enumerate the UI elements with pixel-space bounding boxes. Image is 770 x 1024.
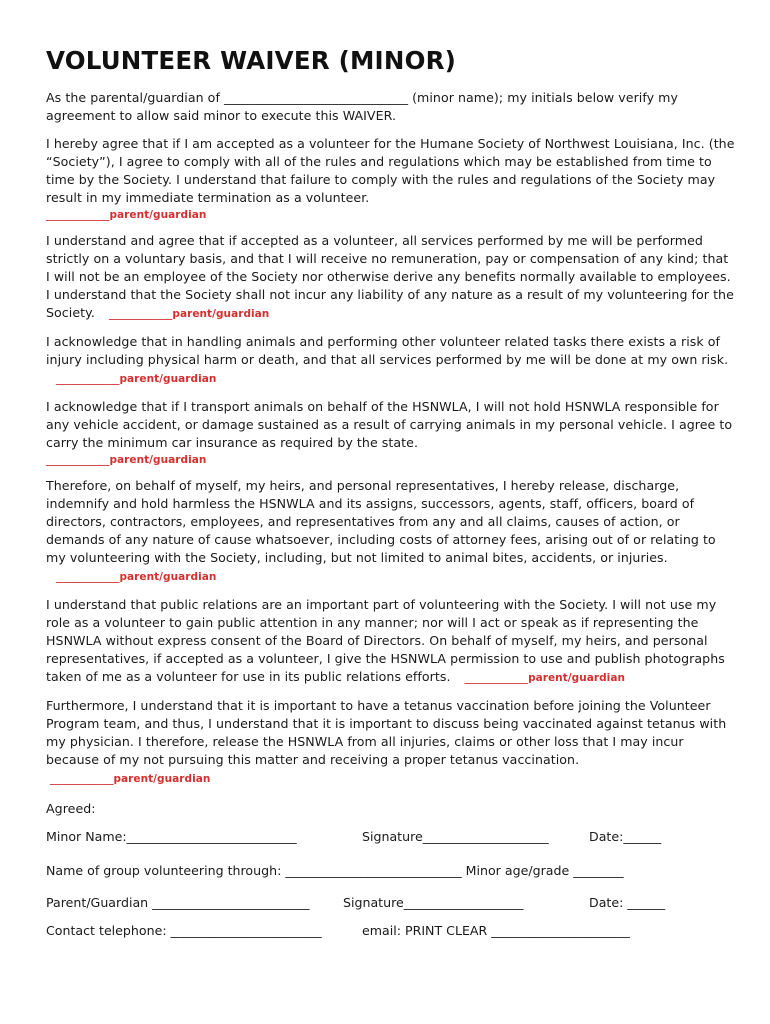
- initial-blank: __________: [46, 451, 110, 466]
- paragraph-tetanus-text: Furthermore, I understand that it is important to have a tetanus vaccination before joining the Volunteer Program team, and thus, I understand that it is important to discuss being vaccinated against tetanus with my physician. I therefore, release the HSNWLA from all injuries, claims or other loss that I may incur because of my not pursuing this matter and receiving a proper tetanus vaccination.: [46, 698, 727, 767]
- paragraph-tetanus: [46, 697, 736, 788]
- document-title: VOLUNTEER WAIVER (MINOR): [46, 46, 457, 75]
- group-and-age-field[interactable]: Name of group volunteering through: ____________________________ Minor age/grade ________: [46, 863, 624, 878]
- email-field[interactable]: email: PRINT CLEAR ______________________: [362, 923, 630, 938]
- paragraph-transport: [46, 398, 736, 467]
- paragraph-risk: [46, 333, 736, 388]
- paragraph-voluntary-text: I understand and agree that if accepted as a volunteer, all services performed by me will be performed strictly on a voluntary basis, and that I will receive no remuneration, pay or compensation of any kind; that I will not be an employee of the Society nor otherwise derive any benefits normally available to employees. I understand that the Society shall not incur any liability of any nature as a result of my volunteering for the Society.: [46, 233, 734, 320]
- paragraph-public-relations-text: I understand that public relations are an important part of volunteering with the Society. I will not use my role as a volunteer to gain public attention in any manner; nor will I act or speak as if representing the HSNWLA without express consent of the Board of Directors. On behalf of myself, my heirs, and personal representatives, if accepted as a volunteer, I give the HSNWLA permission to use and publish photographs taken of me as a volunteer for use in its public relations efforts.: [46, 597, 725, 684]
- paragraph-public-relations: [46, 596, 736, 687]
- paragraph-rules-text: I hereby agree that if I am accepted as a volunteer for the Humane Society of Northwest Louisiana, Inc. (the “Society”), I agree to comply with all of the rules and regulations which may be established from time to time by the Society. I understand that failure to comply with the rules and regulations of the Society may result in my immediate termination as a volunteer.: [46, 136, 735, 205]
- initial-blank: __________: [50, 770, 114, 785]
- initial-mark-4[interactable]: [46, 452, 736, 467]
- paragraph-risk-text: I acknowledge that in handling animals and performing other volunteer related tasks there exists a risk of injury including physical harm or death, and that all services performed by me will be done at my own risk.: [46, 334, 729, 367]
- signature-field[interactable]: Signature____________________: [362, 829, 549, 844]
- initial-label: parent/guardian: [119, 571, 217, 583]
- initial-mark-7[interactable]: [50, 770, 210, 785]
- parent-signature-field[interactable]: Signature___________________: [343, 895, 524, 910]
- initial-label: parent/guardian: [109, 454, 207, 466]
- paragraph-voluntary: [46, 232, 736, 323]
- date-field[interactable]: Date:______: [589, 829, 662, 844]
- initial-blank: __________: [56, 568, 120, 583]
- waiver-document: [46, 46, 736, 940]
- form-row-contact: [46, 922, 736, 940]
- agreed-label: Agreed:: [46, 801, 96, 816]
- initial-mark-5[interactable]: [56, 568, 216, 583]
- minor-name-field[interactable]: Minor Name:___________________________: [46, 829, 297, 844]
- initial-blank: __________: [56, 370, 120, 385]
- initial-mark-2[interactable]: [109, 305, 269, 320]
- paragraph-release-text: Therefore, on behalf of myself, my heirs, and personal representatives, I hereby release, discharge, indemnify and hold harmless the HSNWLA and its assigns, successors, agents, staff, officers, board of directors, contractors, employees, and representatives from any and all claims, causes of action, or demands of any nature of cause whatsoever, including costs of attorney fees, arising out of or relating to my volunteering with the Society, including, but not limited to animal bites, accidents, or injuries.: [46, 478, 716, 565]
- initial-label: parent/guardian: [119, 373, 217, 385]
- initial-label: parent/guardian: [172, 308, 270, 320]
- initial-label: parent/guardian: [113, 773, 211, 785]
- initial-blank: __________: [46, 206, 110, 221]
- contact-telephone-field[interactable]: Contact telephone: ________________________: [46, 923, 322, 938]
- intro-paragraph: As the parental/guardian of _____________________________ (minor name); my initials below verify my agreement to allow said minor to execute this WAIVER.: [46, 90, 678, 123]
- form-row-parent: [46, 894, 736, 912]
- initial-blank: __________: [108, 305, 173, 320]
- initial-mark-1[interactable]: [46, 207, 736, 222]
- initial-mark-6[interactable]: [465, 669, 625, 684]
- parent-date-field[interactable]: Date: ______: [589, 895, 666, 910]
- form-row-group: [46, 862, 736, 880]
- initial-mark-3[interactable]: [56, 370, 216, 385]
- paragraph-release: [46, 477, 736, 586]
- initial-label: parent/guardian: [109, 209, 207, 221]
- form-row-minor: [46, 828, 736, 846]
- initial-label: parent/guardian: [528, 672, 625, 684]
- initial-blank: __________: [464, 669, 529, 684]
- parent-guardian-field[interactable]: Parent/Guardian _________________________: [46, 895, 310, 910]
- paragraph-rules: [46, 135, 736, 222]
- paragraph-transport-text: I acknowledge that if I transport animals on behalf of the HSNWLA, I will not hold HSNWLA responsible for any vehicle accident, or damage sustained as a result of carrying animals in my personal vehicle. I agree to carry the minimum car insurance as required by the state.: [46, 399, 733, 450]
